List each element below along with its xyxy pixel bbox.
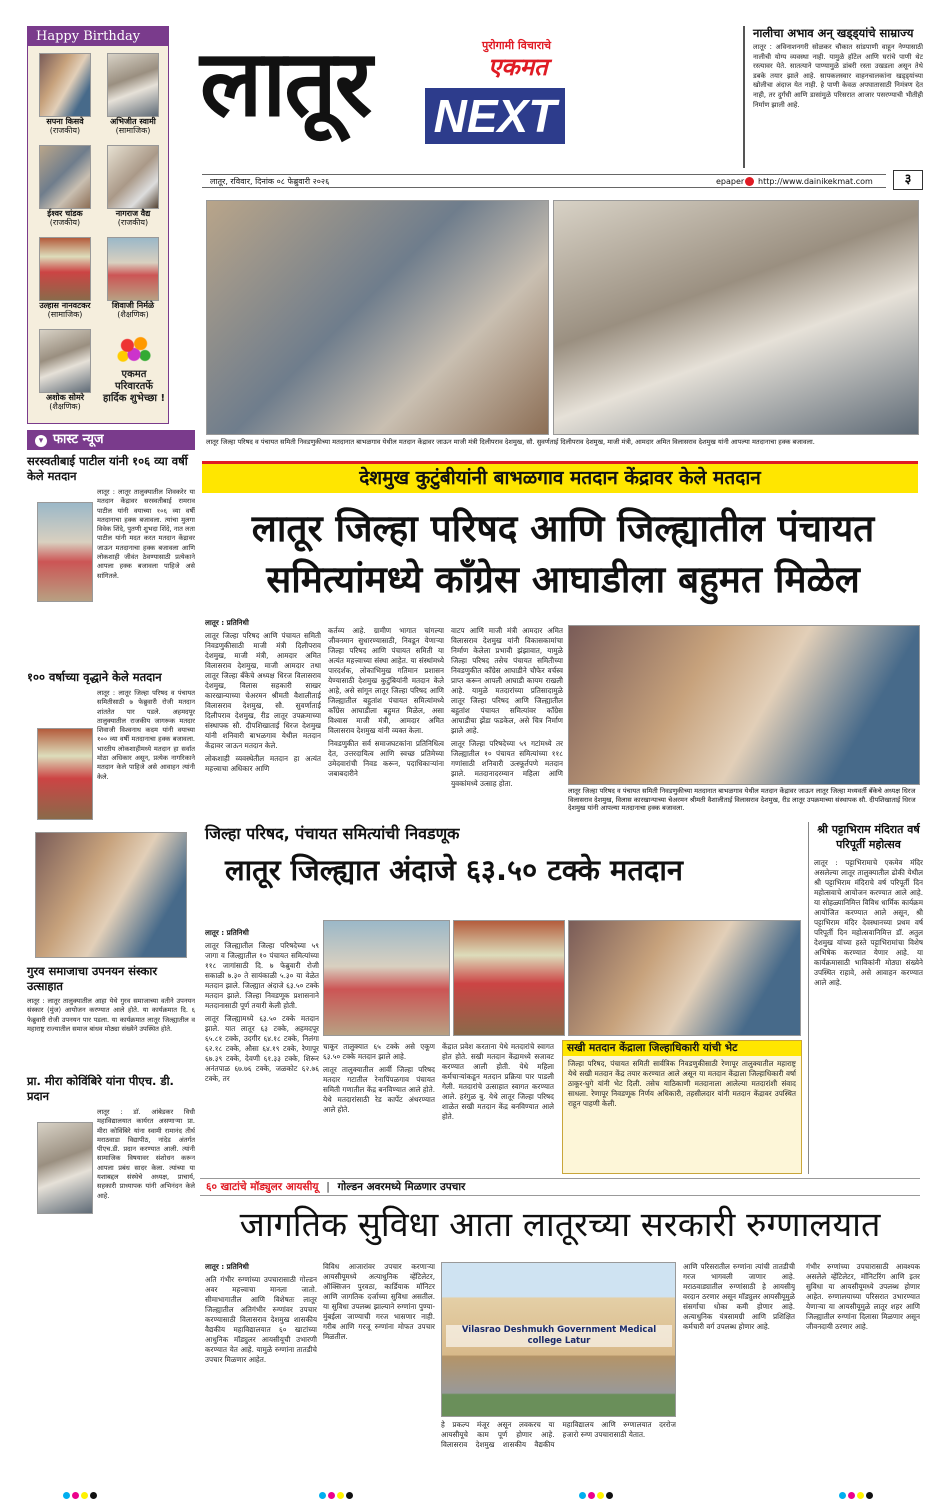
- voting-col3-text: केंद्रात प्रवेश करताना येथे मतदारांचे स्वागत होत होते. सखी मतदान केंद्रामध्ये सजावट करण्यात आली होती. येथे महिला कर्मचाऱ्यांकडून मतदान प्रक्रिया पार पाडली गेली. मतदारांचे उत्साहात स्वागत करण्यात आले. हरंगुळ बु. येथे लातूर जिल्हा परिषद शाळेत सखी मतदान केंद्र बनविण्यात आले होते.: [442, 1042, 554, 1121]
- dateline: लातूर, रविवार, दिनांक ०८ फेब्रुवारी २०२६: [210, 177, 330, 186]
- person-photo: [39, 329, 91, 393]
- birthday-person: नागराज वैद्य (राजकीय): [102, 145, 164, 227]
- person-photo: [107, 237, 159, 301]
- hospital-photo-label: Vilasrao Deshmukh Government Medical college Latur: [446, 1325, 672, 1347]
- person-photo: [39, 53, 91, 117]
- voting-col1b-text: लातूर जिल्ह्यामध्ये ६३.५० टक्के मतदान झाले. यात लातूर ६३ टक्के, अहमदपूर ६५.८१ टक्के, उदगीर ६४.१८ टक्के, निलंगा ६२.१८ टक्के, औसा ६४.१९ टक्के, रेणापूर ६७.३९ टक्के, देवणी ६१.३३ टक्के, शिरूर अनंतपाळ ६७.७६ टक्के, जळकोट ६२.७६ टक्के, तर: [205, 1014, 319, 1083]
- lead-headline-line2: समित्यांमध्ये कॉंग्रेस आघाडीला बहुमत मिळेल: [266, 558, 860, 601]
- lead-col1b-text: लोकशाही व्यवस्थेतील मतदान हा अत्यंत महत्त्वाचा अधिकार आणि: [205, 754, 321, 773]
- lead-col-2: [328, 626, 444, 810]
- hospital-headline: जागतिक सुविधा आता लातूरच्या सरकारी रुग्णालयात: [239, 1205, 881, 1245]
- story-body: लातूर : अविनाशनगरी सोळकर चौकात सांडपाणी वाहून नेण्यासाठी नालीची योग्य व्यवस्था नाही. यामुळे हॉटेल आणि घरांचे पाणी थेट रस्त्यावर येते. सातत्याने पाण्यामुळे डांबरी रस्ता उखडला असून तेथे डबके तयार झाले आहे. सायकलस्वार वाहनचालकांना खड्ड्यांच्या खोलीचा अंदाज येत नाही. हे पाणी केवळ अपघातासाठी निमंत्रण देत नाही, तर दुर्गंधी आणि डासांमुळे परिसरात आजार पसरण्याची भीतीही निर्माण झाली आहे.: [753, 43, 923, 109]
- deshmukh-banner: देशमुख कुटुंबीयांनी बाभळगाव मतदान केंद्रावर केले मतदान: [202, 461, 918, 493]
- person-photo: [107, 145, 159, 209]
- voting-col1-text: लातूर जिल्ह्यातील जिल्हा परिषदेच्या ५९ जागा व जिल्ह्यातील १० पंचायत समित्यांच्या ११८ जागांसाठी दि. ७ फेब्रुवारी रोजी सकाळी ७.३० ते सायंकाळी ५.३० या वेळेत मतदान झाले. जिल्ह्यात अंदाजे ६३.५० टक्के मतदान झाले. जिल्हा निवडणूक प्रशासनाने मतदानासाठी पूर्ण तयारी केली होती.: [205, 941, 319, 1010]
- hospital-col-3: [441, 1420, 676, 1476]
- globe-icon: [745, 177, 754, 186]
- birthday-person: उल्हास नानवटकर (सामाजिक): [34, 237, 96, 319]
- voting-photo-2: [453, 920, 565, 1036]
- birthday-person: शिवाजी निर्मळे (शैक्षणिक): [102, 237, 164, 319]
- birthday-box: [27, 26, 169, 424]
- chevron-down-icon: ▾: [35, 435, 47, 447]
- registration-marks-center: [318, 1484, 354, 1503]
- hospital-col-2: [323, 1262, 435, 1474]
- voting-byline: लातूर : प्रतिनिधी: [205, 928, 249, 937]
- hospital-col4-text: आणि परिसरातील रुग्णांना त्यांची तातडीची गरज भागवली जाणार आहे. मराठवाड्यातील रुग्णांसाठी हे आयसीयू वरदान ठरणार असून मॉड्युलर आयसीयूमुळे संसर्गाचा धोका कमी होणार आहे. अत्याधुनिक यंत्रसामग्री आणि प्रशिक्षित कर्मचारी वर्ग उपलब्ध होणार आहे.: [683, 1262, 795, 1331]
- hospital-byline: लातूर : प्रतिनिधी: [205, 1262, 249, 1271]
- voting-col2-text: चाकूर तालुक्यात ६५ टक्के असे एकूण ६३.५० टक्के मतदान झाले आहे.: [323, 1042, 435, 1061]
- top-right-story: [743, 26, 923, 168]
- flower-bouquet-icon: [112, 331, 156, 367]
- news-head: सरस्वतीबाई पाटील यांनी १०६ व्या वर्षी केले मतदान: [27, 454, 188, 483]
- ekmat-brand: एकमत: [488, 53, 548, 81]
- news-body: लातूर : डॉ. आंबेडकर विधी महाविद्यालयात कार्यरत असणाऱ्या प्रा. मीरा कोविंबिरे यांना स्वामी रामानंद तीर्थ मराठवाडा विद्यापीठ, नांदेड अंतर्गत पीएच.डी. प्रदान करण्यात आली. त्यांनी सामाजिक विषयावर संशोधन करून आपला प्रबंध सादर केला. त्यांच्या या यशाबद्दल संस्थेचे अध्यक्ष, प्राचार्य, सहकारी प्राध्यापक यांनी अभिनंदन केले आहे.: [97, 1108, 195, 1200]
- voting-col-2: [323, 1042, 435, 1174]
- lead-photo-caption: लातूर जिल्हा परिषद व पंचायत समिती निवडणुकीच्या मतदानात बाभळगाव येथील मतदान केंद्रावर जाऊन लातूर जिल्हा मध्यवर्ती बँकेचे अध्यक्ष धिरज विलासराव देशमुख, विलास कारखान्याच्या चेअरमन श्रीमती वैशालीताई विलासराव देशमुख, रीड लातूर उपक्रमाच्या संस्थापक सौ. दीपशिखाताई धिरज देशमुख यांनी आपल्या मतदानाचा हक्क बजावला.: [568, 787, 916, 813]
- hospital-kicker: ६० खाटांचे मॉड्युलर आयसीयू: [206, 1181, 319, 1193]
- hospital-col-5: [806, 1262, 920, 1474]
- kicker-separator: |: [326, 1181, 330, 1193]
- website-url[interactable]: http://www.dainikekmat.com: [758, 177, 873, 186]
- lead-col-3: [451, 626, 563, 810]
- registration-marks-center2: [578, 1484, 614, 1503]
- fast-news-header: [27, 430, 195, 450]
- news-head: १०० वर्षाच्या वृद्धाने केले मतदान: [27, 670, 162, 684]
- fast-news-item: [27, 964, 195, 1067]
- lead-byline: लातूर : प्रतिनिधी: [205, 618, 249, 627]
- birthday-person: ईश्वर चांडक (राजकीय): [34, 145, 96, 227]
- person-photo: [39, 145, 91, 209]
- news-body: लातूर : लातूर तालुक्यातील आहा येथे गुरव समाजाच्या वतीने उपनयन संस्कार (मुंज) आयोजन करण्यात आले होते. या कार्यक्रमात दि. ६ फेब्रुवारी रोजी उपनयन पार पडला. या कार्यक्रमात लातूर जिल्ह्यातील व महाराष्ट्र राज्यातील समाज बांधव मोठ्या संख्येने उपस्थित होते.: [27, 997, 195, 1033]
- masthead: [200, 30, 740, 170]
- birthday-person: सपना किसवे (राजकीय): [34, 53, 96, 135]
- hospital-col-1: [205, 1262, 317, 1474]
- lead-headline: [205, 503, 921, 605]
- sakhi-box: [562, 1040, 802, 1174]
- hospital-kicker-bar: [200, 1178, 920, 1196]
- dateline-bar: [202, 174, 886, 188]
- temple-body: लातूर : पट्टाभिरामाचे एकमेव मंदिर असलेल्या लातूर तालुक्यातील ढोकी येथील श्री पट्टाभिराम मंदिराचे वर्ष परिपूर्ती दिन महोत्सवाचे आयोजन करण्यात आले आहे. या सोहळ्यानिमित्त विविध धार्मिक कार्यक्रम आयोजित करण्यात आले असून, श्री पट्टाभिराम मंदिर देवस्थानच्या प्रथम वर्ष परिपूर्ती दिन महोत्सवानिमित्त डॉ. अतुल देशमुख यांच्या हस्ते पट्टाभिरामांचा विशेष अभिषेक करण्यात येणार आहे. या कार्यक्रमासाठी भाविकांनी मोठ्या संख्येने उपस्थित राहावे, असे आवाहन करण्यात आले आहे.: [814, 858, 923, 987]
- fast-news-item: [27, 454, 195, 648]
- voting-photo-1: [323, 920, 450, 1036]
- news-photo: [37, 502, 93, 602]
- epaper-label: epaper: [716, 177, 745, 186]
- lead-col3-text: वाटप आणि माजी मंत्री आमदार अमित विलासराव देशमुख यांनी विकासकामांचा निर्माण केलेला प्रभावी झंझावात, यामुळे जिल्हा परिषद तसेच पंचायत समितीच्या निवडणुकीत काँग्रेस आघाडीने चौफेर वर्चस्व प्राप्त करून आपली आघाडी कायम राखली आहे. यामुळे मतदारांच्या प्रतिसादामुळे लातूर जिल्हा परिषद आणि जिल्ह्यातील बहुतांश पंचायत समित्यांवर काँग्रेस आघाडीचा झेंडा फडकेल, असे चित्र निर्माण झाले आहे.: [451, 626, 563, 735]
- top-photo-left: [206, 200, 549, 435]
- news-head: प्रा. मीरा कोविंबिरे यांना पीएच. डी. प्रदान: [27, 1074, 174, 1103]
- hospital-photo: [441, 1262, 676, 1417]
- birthday-title: Happy Birthday: [28, 27, 168, 46]
- lead-col3b-text: लातूर जिल्हा परिषदेच्या ५९ गटांमध्ये तर जिल्ह्यातील १० पंचायत समित्यांच्या ११८ गणांसाठी शनिवारी उत्स्फूर्तपणे मतदान झाले. मतदानादरम्यान महिला आणि युवकांमध्ये उत्साह होता.: [451, 739, 563, 788]
- fast-news: [27, 430, 195, 1480]
- page-number: ३: [893, 170, 923, 190]
- voting-col-1: [205, 928, 319, 1174]
- birthday-person: अशोक सोमरे (शैक्षणिक): [34, 329, 96, 411]
- sakhi-body: जिल्हा परिषद, पंचायत समिती सार्वत्रिक निवडणुकीसाठी रेणापूर तालुक्यातील महाराष्ट्र येथे सखी मतदान केंद्र तयार करण्यात आले असून या मतदान केंद्राला जिल्हाधिकारी वर्षा ठाकूर-घुगे यांनी भेट दिली. तसेच याठिकाणी मतदानाला आलेल्या मतदारांशी संवाद साधला. रेणापूर निवडणूक निर्णय अधिकारी, तहसीलदार यांनी मतदान केंद्रावर उपस्थित राहून पाहणी केली.: [568, 1059, 796, 1108]
- lead-photo: [568, 625, 920, 785]
- hospital-col2-text: विविध आजारांवर उपचार करणाऱ्या आयसीयूमध्ये अत्याधुनिक व्हेंटिलेटर, ऑक्सिजन पुरवठा, कार्डियाक मॉनिटर आणि जागतिक दर्जाच्या सुविधा असतील. या सुविधा उपलब्ध झाल्याने रुग्णांना पुण्या-मुंबईला जाण्याची गरज भासणार नाही. गरीब आणि गरजू रुग्णांना मोफत उपचार मिळतील.: [323, 1262, 435, 1341]
- registration-marks-left: [62, 1484, 98, 1503]
- next-logo: NEXT: [425, 88, 565, 144]
- lead-col1-text: लातूर जिल्हा परिषद आणि पंचायत समिती निवडणुकीसाठी माजी मंत्री दिलीपराव देशमुख, माजी मंत्री, आमदार अमित विलासराव देशमुख, माजी आमदार तथा लातूर जिल्हा बँकेचे अध्यक्ष धिरज विलासराव देशमुख, विलास सहकारी साखर कारखान्याच्या चेअरमन श्रीमती वैशालीताई विलासराव देशमुख, सौ. सुवर्णाताई दिलीपराव देशमुख, रीड लातूर उपक्रमाच्या संस्थापक सौ. दीपशिखाताई धिरज देशमुख यांनी शनिवारी बाभळगाव येथील मतदान केंद्रावर जाऊन मतदान केले.: [205, 631, 321, 750]
- story-title: नालीचा अभाव अन् खड्ड्यांचे साम्राज्य: [753, 26, 914, 40]
- sakhi-title: सखी मतदान केंद्राला जिल्हाधिकारी यांची भेट: [563, 1041, 801, 1056]
- news-head: गुरव समाजाचा उपनयन संस्कार उत्साहात: [27, 964, 158, 993]
- news-body: लातूर : लातूर जिल्हा परिषद व पंचायत समितीसाठी ७ फेब्रुवारी रोजी मतदान शांततेत पार पडले. अहमदपूर तालुक्यातील राजकीय जागरूक मतदार शिवाजी विश्वनाथ कदम यांनी वयाच्या १०० व्या वर्षी मतदानाचा हक्क बजावला. भारतीय लोकशाहीमध्ये मतदान हा सर्वात मोठा अधिकार असून, प्रत्येक नागरिकाने मतदान केले पाहिजे असे आवाहन त्यांनी केले.: [97, 689, 195, 781]
- lead-headline-line1: लातूर जिल्हा परिषद आणि जिल्ह्यातील पंचायत: [251, 507, 875, 550]
- hospital-col5-text: गंभीर रुग्णांच्या उपचारासाठी आवश्यक असलेले व्हेंटिलेटर, मॉनिटरिंग आणि इतर सुविधा या आयसीयूमध्ये उपलब्ध होणार आहेत. रुग्णालयाच्या परिसरात उभारण्यात येणाऱ्या या आयसीयूमुळे लातूर शहर आणि जिल्ह्यातील रुग्णांना दिलासा मिळणार असून जीवनदायी ठरणार आहे.: [806, 1262, 920, 1331]
- hospital-col3-text: हे प्रकल्प मंजूर असून लवकरच या आयसीयूचे काम पूर्ण होणार आहे. विलासराव देशमुख शासकीय वैद्यकीय महाविद्यालय आणि रुग्णालयात दररोज हजारो रुग्ण उपचारासाठी येतात.: [441, 1420, 676, 1449]
- temple-story: [808, 822, 923, 1174]
- hospital-kicker-sub: गोल्डन अवरमध्ये मिळणार उपचार: [337, 1181, 466, 1193]
- voting-col-3: [442, 1042, 554, 1174]
- fast-news-photo: [35, 832, 187, 958]
- lead-col-1: [205, 618, 321, 810]
- fast-news-item: [27, 670, 195, 839]
- hospital-col-4: [683, 1262, 795, 1474]
- top-photo-right: [553, 200, 919, 435]
- lead-col2-text: कर्तव्य आहे. ग्रामीण भागात चांगल्या जीवनमान सुधारण्यासाठी, निवडून येणाऱ्या जिल्हा परिषद आणि पंचायत समिती या अत्यंत महत्त्वाच्या संस्था आहेत. या संस्थांमध्ये पारदर्शक, लोकाभिमुख गतिमान प्रशासन येण्यासाठी देशमुख कुटुंबियांनी मतदान केले आहे, असे सांगून लातूर जिल्हा परिषद आणि जिल्ह्यातील बहुतांश पंचायत समित्यांमध्ये काँग्रेस आघाडीला बहुमत मिळेल, असा विश्वास माजी मंत्री, आमदार अमित विलासराव देशमुख यांनी व्यक्त केला.: [328, 626, 444, 735]
- birthday-person: अभिजीत स्वामी (सामाजिक): [102, 53, 164, 135]
- lead-col2b-text: निवडणुकीत सर्व समाजघटकांना प्रतिनिधित्व देत, उत्तरदायित्व आणि स्वच्छ प्रतिमेच्या उमेदवारांची निवड करून, पदाधिकाऱ्यांना जबाबदारीने: [328, 739, 444, 778]
- news-photo: [37, 1122, 93, 1214]
- person-photo: [107, 53, 159, 117]
- voting-col2b-text: लातूर तालुक्यातील आर्वी जिल्हा परिषद मतदार गटातील रेनापिंपळगाव पंचायत समिती गणातील केंद्र बनविण्यात आले होते. येथे मतदारांसाठी रेड कार्पेट अंथरण्यात आले होते.: [323, 1065, 435, 1114]
- temple-title: श्री पट्टाभिराम मंदिरात वर्ष परिपूर्ती महोत्सव: [817, 823, 920, 851]
- voting-photo-3: [568, 920, 801, 1036]
- fast-news-item: [27, 1074, 195, 1438]
- fast-news-title: फास्ट न्यूज: [53, 432, 104, 447]
- person-photo: [39, 237, 91, 301]
- top-photo-caption: लातूर जिल्हा परिषद व पंचायत समिती निवडणुकीच्या मतदानात बाभळगाव येथील मतदान केंद्रावर जाऊन माजी मंत्री दिलीपराव देशमुख, सौ. सुवर्णताई दिलीपराव देशमुख, माजी मंत्री, आमदार अमित विलासराव देशमुख यांनी आपल्या मतदानाचा हक्क बजावला.: [206, 438, 815, 446]
- voting-kicker: जिल्हा परिषद, पंचायत समित्यांची निवडणूक: [205, 824, 460, 843]
- news-body: लातूर : लातूर तालुक्यातील शिवकरेर या मतदान केंद्रावर सरस्वतीबाई रामराव पाटील यांनी वयाच्या १०६ व्या वर्षी मतदानाचा हक्क बजावला. त्यांचा मुलगा विवेक शिंदे, पुतणी शुभदा शिंदे, नात लता पाटील यांनी मदत करत मतदान केंद्रावर जाऊन मतदानाचा हक्क बजावला आणि लोकशाही जीवंत ठेवण्यासाठी प्रत्येकाने आपला हक्क बजावला पाहिजे असे सांगितले.: [97, 488, 195, 580]
- voting-headline: लातूर जिल्ह्यात अंदाजे ६३.५० टक्के मतदान: [225, 853, 683, 887]
- masthead-title: लातूर: [200, 30, 371, 137]
- news-photo: [37, 728, 93, 820]
- birthday-wish: एकमत परिवारतर्फे हार्दिक शुभेच्छा !: [102, 369, 166, 404]
- hospital-col1-text: अति गंभीर रुग्णांच्या उपचारासाठी गोल्डन अवर महत्त्वाचा मानला जातो. सीमाभागातील आणि विशेषतः लातूर जिल्ह्यातील अतिगंभीर रुग्णांवर उपचार करण्यासाठी विलासराव देशमुख शासकीय वैद्यकीय महाविद्यालयात ६० खाटांच्या आधुनिक मॉड्युलर आयसीयूची उभारणी करण्यात येत आहे. यामुळे रुग्णांना तातडीचे उपचार मिळणार आहेत.: [205, 1275, 317, 1364]
- tagline: पुरोगामी विचाराचे: [482, 39, 552, 52]
- registration-marks-right: [838, 1484, 874, 1503]
